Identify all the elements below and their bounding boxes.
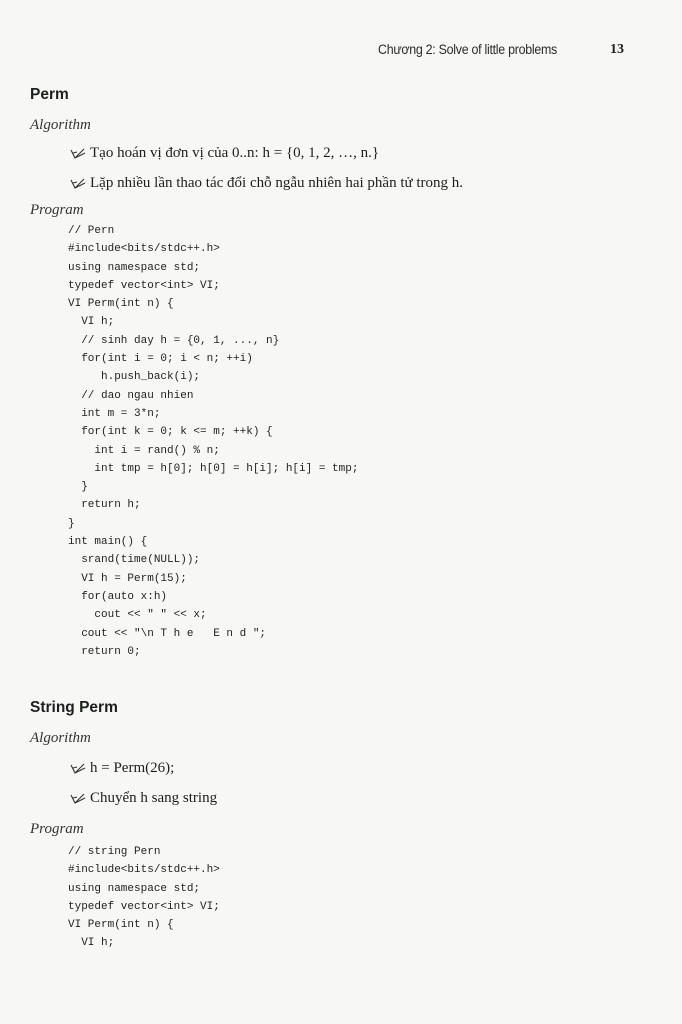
code-line: typedef vector<int> VI;: [68, 279, 220, 292]
code-line: // sinh day h = {0, 1, ..., n}: [68, 334, 280, 347]
code-line: #include<bits/stdc++.h>: [68, 243, 220, 256]
code-line: int main() {: [68, 536, 148, 549]
bullet-text: h = Perm(26);: [90, 760, 175, 776]
chapter-title: Chương 2: Solve of little problems: [378, 42, 557, 57]
page-number: 13: [610, 42, 624, 57]
pen-hand-icon: [70, 147, 86, 161]
bullet-item: [70, 145, 379, 162]
code-line: // Pern: [68, 225, 115, 237]
code-line: cout << "\n T h e E n d ";: [68, 627, 267, 640]
code-line: for(int i = 0; i < n; ++i): [68, 353, 253, 366]
code-line: srand(time(NULL));: [68, 554, 201, 567]
code-line: VI h;: [68, 937, 115, 950]
code-line: // string Pern: [68, 846, 161, 858]
code-line: }: [68, 517, 75, 530]
bullet-item: [70, 175, 463, 192]
bullet-text: Lặp nhiều lần thao tác đổi chỗ ngẫu nhiên hai phần tử trong h.: [90, 175, 464, 191]
code-line: int m = 3*n;: [68, 407, 161, 420]
code-line: int tmp = h[0]; h[0] = h[i]; h[i] = tmp;: [68, 462, 359, 475]
code-line: VI Perm(int n) {: [68, 298, 174, 311]
code-line: VI h;: [68, 316, 115, 329]
bullet-text: Tạo hoán vị đơn vị của 0..n: h = {0, 1, 2, …, n.}: [90, 145, 380, 161]
code-line: cout << " " << x;: [68, 609, 207, 622]
section-title-string-perm: String Perm: [30, 699, 118, 716]
code-block: [68, 843, 220, 953]
code-line: typedef vector<int> VI;: [68, 900, 220, 913]
code-line: // dao ngau nhien: [68, 389, 194, 402]
code-block: [68, 222, 358, 661]
algorithm-label: Algorithm: [30, 117, 91, 133]
bullet-text: Chuyển h sang string: [90, 790, 218, 806]
pen-hand-icon: [70, 792, 86, 806]
code-line: VI h = Perm(15);: [68, 572, 187, 585]
bullet-item: [70, 760, 174, 777]
code-line: using namespace std;: [68, 882, 201, 895]
code-line: h.push_back(i);: [68, 371, 201, 384]
pen-hand-icon: [70, 762, 86, 776]
program-label: Program: [30, 821, 84, 837]
program-label: Program: [30, 202, 84, 218]
pen-hand-icon: [70, 177, 86, 191]
code-line: for(int k = 0; k <= m; ++k) {: [68, 426, 273, 439]
bullet-item: [70, 790, 217, 807]
code-line: VI Perm(int n) {: [68, 919, 174, 932]
code-line: }: [68, 481, 88, 494]
page-header: [0, 40, 682, 62]
code-line: #include<bits/stdc++.h>: [68, 864, 220, 877]
code-line: using namespace std;: [68, 261, 201, 274]
code-line: int i = rand() % n;: [68, 444, 220, 457]
code-line: return h;: [68, 499, 141, 512]
section-title-perm: Perm: [30, 86, 69, 103]
code-line: return 0;: [68, 645, 141, 658]
algorithm-label: Algorithm: [30, 730, 91, 746]
code-line: for(auto x:h): [68, 590, 168, 603]
